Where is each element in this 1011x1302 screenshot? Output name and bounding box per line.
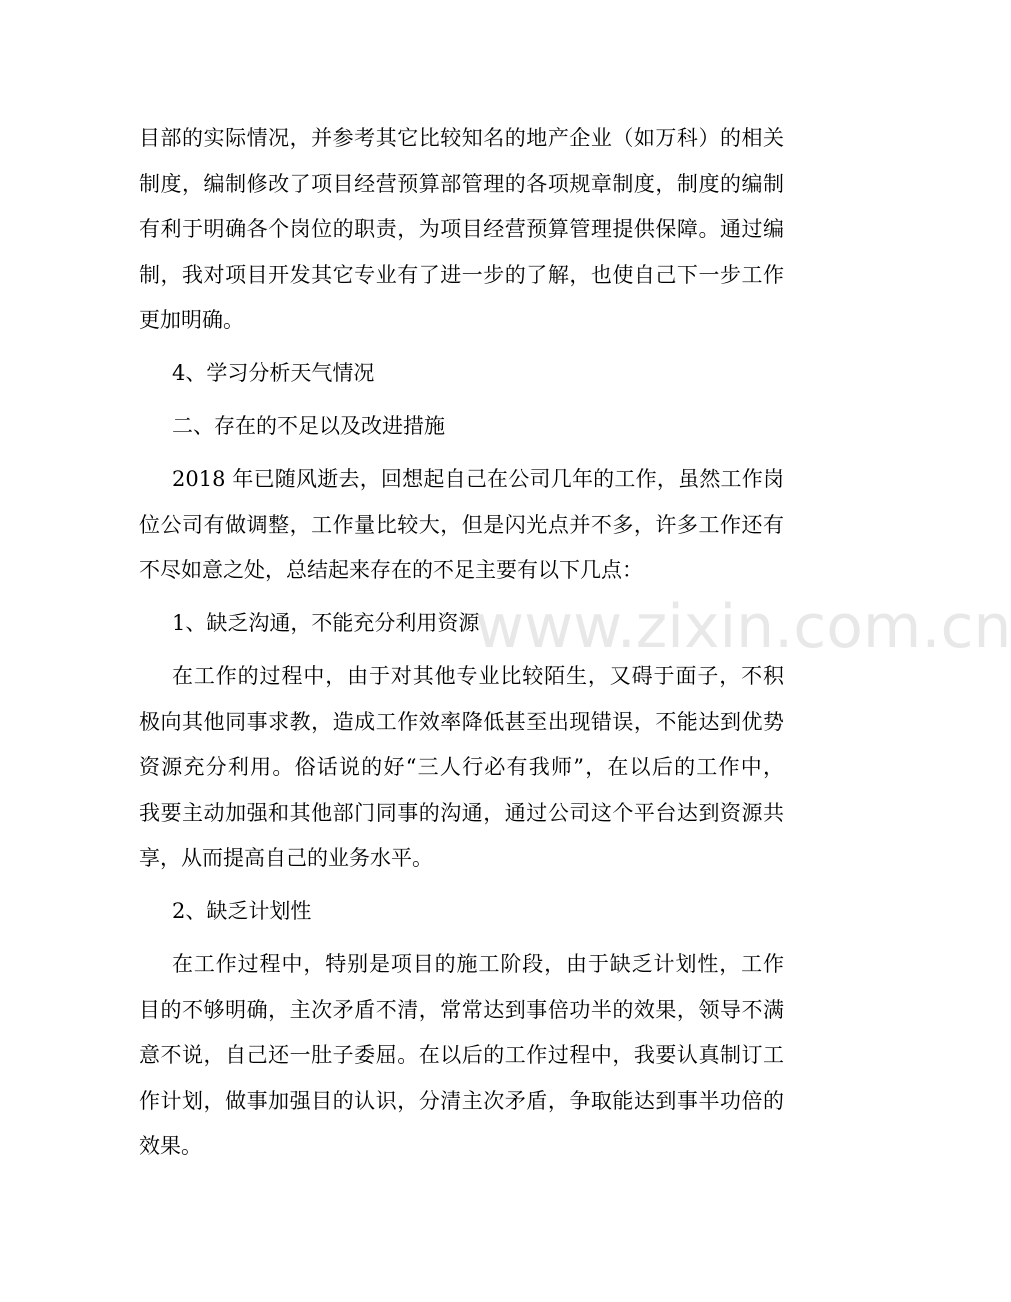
paragraph-line: 制，我对项目开发其它专业有了进一步的了解，也使自己下一步工作 bbox=[139, 262, 784, 287]
section-heading: 2、缺乏计划性 bbox=[172, 899, 312, 923]
paragraph-line: 资源充分利用。俗话说的好“三人行必有我师”，在以后的工作中， bbox=[139, 755, 784, 779]
section-heading: 二、存在的不足以及改进措施 bbox=[172, 414, 445, 438]
paragraph-line: 位公司有做调整，工作量比较大，但是闪光点并不多，许多工作还有 bbox=[139, 512, 784, 537]
paragraph-line: 我要主动加强和其他部门同事的沟通，通过公司这个平台达到资源共 bbox=[139, 800, 784, 825]
paragraph-line: 2018 年已随风逝去，回想起自己在公司几年的工作，虽然工作岗 bbox=[172, 467, 784, 491]
section-heading: 1、缺乏沟通，不能充分利用资源 bbox=[172, 611, 480, 635]
paragraph-line: 有利于明确各个岗位的职责，为项目经营预算管理提供保障。通过编 bbox=[139, 217, 784, 241]
watermark: www.zixin.com.cn bbox=[475, 592, 1011, 662]
paragraph-line: 在工作的过程中，由于对其他专业比较陌生，又碍于面子，不积 bbox=[172, 664, 784, 688]
paragraph-line: 极向其他同事求教，造成工作效率降低甚至出现错误，不能达到优势 bbox=[139, 709, 784, 734]
paragraph-line: 不尽如意之处，总结起来存在的不足主要有以下几点： bbox=[139, 558, 643, 582]
paragraph-line: 享，从而提高自己的业务水平。 bbox=[139, 846, 433, 870]
paragraph-line: 目部的实际情况，并参考其它比较知名的地产企业（如万科）的相关 bbox=[139, 126, 784, 150]
paragraph-line: 制度，编制修改了项目经营预算部管理的各项规章制度，制度的编制 bbox=[139, 171, 784, 196]
paragraph-line: 在工作过程中，特别是项目的施工阶段，由于缺乏计划性，工作 bbox=[172, 952, 784, 976]
section-heading: 4、学习分析天气情况 bbox=[172, 361, 375, 385]
paragraph-line: 意不说，自己还一肚子委屈。在以后的工作过程中，我要认真制订工 bbox=[139, 1043, 784, 1067]
paragraph-line: 效果。 bbox=[139, 1134, 202, 1158]
paragraph-line: 更加明确。 bbox=[139, 308, 244, 332]
paragraph-line: 目的不够明确，主次矛盾不清，常常达到事倍功半的效果，领导不满 bbox=[139, 997, 784, 1022]
paragraph-line: 作计划，做事加强目的认识，分清主次矛盾，争取能达到事半功倍的 bbox=[139, 1088, 784, 1113]
